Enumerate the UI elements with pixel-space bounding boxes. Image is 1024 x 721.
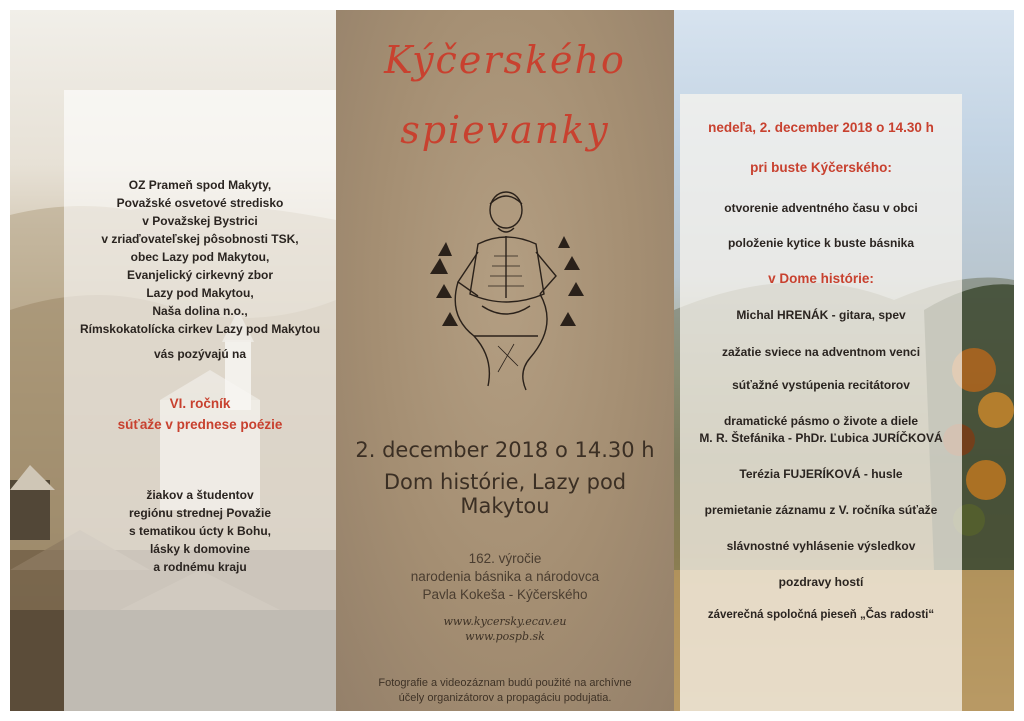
- program-item: premietanie záznamu z V. ročníka súťaže: [704, 503, 938, 517]
- title-line-2: spievanky: [400, 108, 610, 152]
- anniversary-line: Pavla Kokeša - Kýčerského: [422, 587, 588, 602]
- organizer-line: Naša dolina n.o.,: [152, 304, 248, 318]
- audience-line: regiónu strednej Považie: [128, 506, 272, 520]
- footnote-line: účely organizátorov a propagáciu podujatia.: [398, 692, 612, 704]
- organizer-line: v Považskej Bystrici: [142, 214, 258, 228]
- center-kraft-panel: [336, 10, 674, 711]
- organizer-line: obec Lazy pod Makytou,: [130, 250, 270, 264]
- program-item: súťažné vystúpenia recitátorov: [732, 378, 910, 392]
- organizer-line: Rímskokatolícka cirkev Lazy pod Makytou: [79, 322, 321, 336]
- anniversary-block: [336, 550, 674, 604]
- program-item: Terézia FUJERÍKOVÁ - husle: [739, 467, 903, 481]
- audience-line: s tematikou úcty k Bohu,: [128, 524, 272, 538]
- invite-text: vás pozývajú na: [153, 347, 247, 361]
- program-item: dramatické pásmo o živote a diele: [723, 414, 919, 428]
- anniversary-line: narodenia básnika a národovca: [410, 569, 600, 584]
- organizers-card: [64, 90, 336, 711]
- program-card: [680, 94, 962, 711]
- program-date: nedeľa, 2. december 2018 o 14.30 h: [708, 120, 934, 135]
- organizer-line: OZ Prameň spod Makyty,: [128, 178, 272, 192]
- program-item: položenie kytice k buste básnika: [727, 236, 915, 250]
- program-location-2: v Dome histórie:: [768, 271, 874, 286]
- organizer-line: Považské osvetové stredisko: [116, 196, 284, 210]
- event-place: Dom histórie, Lazy pod Makytou: [383, 470, 627, 518]
- audience-line: a rodnému kraju: [153, 560, 247, 574]
- poet-engraving-icon: [418, 186, 592, 396]
- program-item: zažatie sviece na adventnom venci: [721, 345, 921, 359]
- title-line-1: Kýčerského: [384, 38, 626, 82]
- program-item: záverečná spoločná pieseň „Čas radosti“: [707, 609, 935, 621]
- program-item: M. R. Štefánika - PhDr. Ľubica JURÍČKOVÁ: [699, 431, 943, 445]
- web-link[interactable]: www.kycersky.ecav.eu: [443, 615, 567, 628]
- program-item: slávnostné vyhlásenie výsledkov: [726, 539, 916, 553]
- organizer-line: v zriaďovateľskej pôsobnosti TSK,: [101, 232, 299, 246]
- event-edition: VI. ročník: [169, 396, 231, 411]
- audience-line: žiakov a študentov: [146, 488, 254, 502]
- web-links: [336, 614, 674, 644]
- footnote: [336, 676, 674, 706]
- event-date: 2. december 2018 o 14.30 h: [355, 438, 655, 462]
- event-name: súťaže v prednese poézie: [117, 417, 283, 432]
- footnote-line: Fotografie a videozáznam budú použité na archívne: [378, 677, 632, 689]
- audience-line: lásky k domovine: [149, 542, 251, 556]
- anniversary-line: 162. výročie: [468, 551, 542, 566]
- program-item: otvorenie adventného času v obci: [724, 201, 918, 215]
- web-link[interactable]: www.pospb.sk: [465, 630, 545, 643]
- organizer-line: Evanjelický cirkevný zbor: [126, 268, 274, 282]
- program-location-1: pri buste Kýčerského:: [750, 160, 892, 175]
- program-item: Michal HRENÁK - gitara, spev: [736, 308, 906, 322]
- program-item: pozdravy hostí: [778, 575, 864, 589]
- organizer-line: Lazy pod Makytou,: [146, 286, 254, 300]
